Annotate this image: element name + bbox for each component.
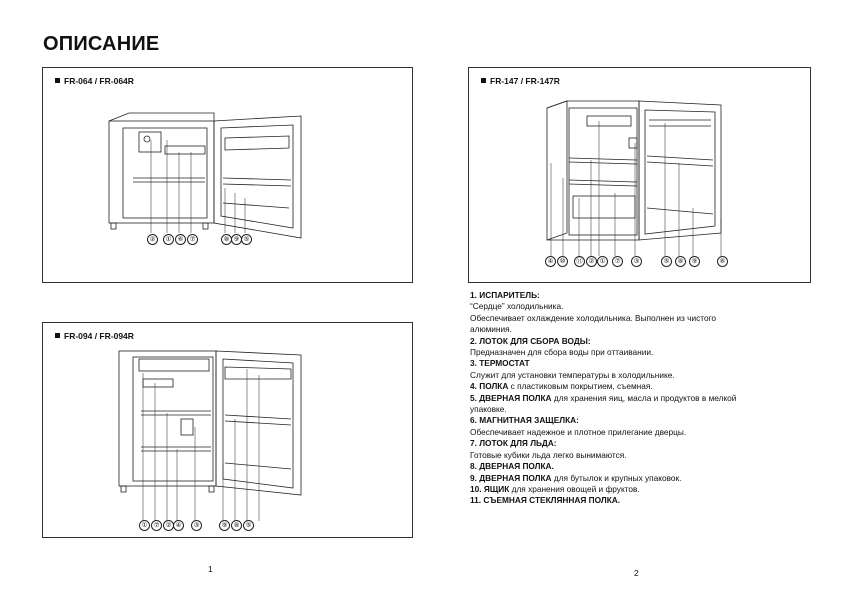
item-number: 11. — [470, 495, 482, 506]
item-text: с пластиковым покрытием, съемная. — [508, 381, 653, 392]
callout: ⑨ — [689, 256, 700, 267]
item-number: 7. — [470, 438, 477, 449]
item-number: 8. — [470, 461, 477, 472]
diagram-panel-fr-064 — [42, 67, 413, 283]
item-text: для бутылок и крупных упаковок. — [551, 472, 682, 483]
callout: ② — [163, 520, 174, 531]
item-line: Служит для установки температуры в холодильнике. — [470, 369, 675, 380]
callout: ⑤ — [661, 256, 672, 267]
item-line: Обеспечивает охлаждение холодильника. Выполнен из чистого — [470, 312, 717, 323]
list-item — [470, 381, 810, 392]
callout: ⑦ — [187, 234, 198, 245]
callout: ⑧ — [221, 234, 232, 245]
item-heading: ЛОТОК ДЛЯ ЛЬДА: — [479, 438, 557, 449]
item-line: Готовые кубики льда легко вынимаются. — [470, 449, 627, 460]
callout: ⑪ — [574, 256, 585, 267]
panel-label-text: FR-094 / FR-094R — [64, 331, 134, 341]
item-heading: ЛОТОК ДЛЯ СБОРА ВОДЫ: — [479, 335, 591, 346]
parts-description-list — [470, 290, 810, 507]
callout: ③ — [631, 256, 642, 267]
callout: ⑦ — [612, 256, 623, 267]
item-line: Предназначен для сбора воды при оттаивании. — [470, 347, 654, 358]
item-line: упаковке. — [470, 404, 507, 415]
callout: ① — [163, 234, 174, 245]
callout: ⑤ — [241, 234, 252, 245]
page-number-left: 1 — [208, 564, 213, 574]
callout: ⑨ — [231, 234, 242, 245]
list-item — [470, 393, 810, 404]
list-item — [470, 473, 810, 484]
item-text: для хранения овощей и фруктов. — [509, 483, 640, 494]
item-number: 4. — [470, 381, 477, 392]
fridge-diagram — [43, 323, 412, 537]
item-number: 3. — [470, 358, 477, 369]
callout: ① — [139, 520, 150, 531]
item-number: 1. — [470, 290, 477, 300]
panel-label-text: FR-064 / FR-064R — [64, 76, 134, 86]
callout: ② — [586, 256, 597, 267]
list-item — [470, 461, 810, 472]
item-heading: МАГНИТНАЯ ЗАЩЕЛКА: — [479, 415, 579, 426]
item-heading: ИСПАРИТЕЛЬ: — [479, 290, 540, 300]
diagram-panel-fr-147 — [468, 67, 811, 283]
callout: ⑦ — [151, 520, 162, 531]
fridge-diagram — [469, 68, 810, 282]
item-heading: ЯЩИК — [483, 483, 510, 494]
callout: ⑥ — [175, 234, 186, 245]
item-heading: ДВЕРНАЯ ПОЛКА. — [479, 461, 554, 472]
item-number: 2. — [470, 335, 477, 346]
list-item — [470, 484, 810, 495]
callout: ③ — [191, 520, 202, 531]
item-text: для хранения яиц, масла и продуктов в мелкой — [551, 392, 737, 403]
diagram-panel-fr-094 — [42, 322, 413, 538]
callout: ④ — [545, 256, 556, 267]
item-line: Обеспечивает надежное и плотное прилегание дверцы. — [470, 426, 687, 437]
callout: ⑩ — [557, 256, 568, 267]
panel-label-text: FR-147 / FR-147R — [490, 76, 560, 86]
callout: ① — [597, 256, 608, 267]
item-heading: ПОЛКА — [479, 381, 509, 392]
item-heading: ДВЕРНАЯ ПОЛКА — [479, 392, 552, 403]
item-line: алюминия. — [470, 324, 512, 335]
item-number: 6. — [470, 415, 477, 426]
page-title: ОПИСАНИЕ — [43, 33, 160, 55]
callout: ⑤ — [243, 520, 254, 531]
item-heading: ТЕРМОСТАТ — [479, 358, 530, 369]
item-number: 10. — [470, 483, 482, 494]
list-item — [470, 495, 810, 506]
list-item — [470, 336, 810, 347]
item-heading: ДВЕРНАЯ ПОЛКА — [479, 472, 552, 483]
callout: ⑨ — [219, 520, 230, 531]
item-heading: СЪЕМНАЯ СТЕКЛЯННАЯ ПОЛКА. — [483, 495, 621, 506]
callout: ⑥ — [717, 256, 728, 267]
list-item — [470, 415, 810, 426]
callout: ② — [147, 234, 158, 245]
fridge-diagram — [43, 68, 412, 282]
list-item — [470, 358, 810, 369]
item-number: 9. — [470, 472, 477, 483]
page-number-right: 2 — [634, 568, 639, 578]
callout: ④ — [173, 520, 184, 531]
item-line: “Сердце” холодильника. — [470, 301, 564, 312]
item-number: 5. — [470, 392, 477, 403]
callout: ⑧ — [231, 520, 242, 531]
list-item — [470, 438, 810, 449]
callout: ⑧ — [675, 256, 686, 267]
list-item — [470, 290, 810, 301]
